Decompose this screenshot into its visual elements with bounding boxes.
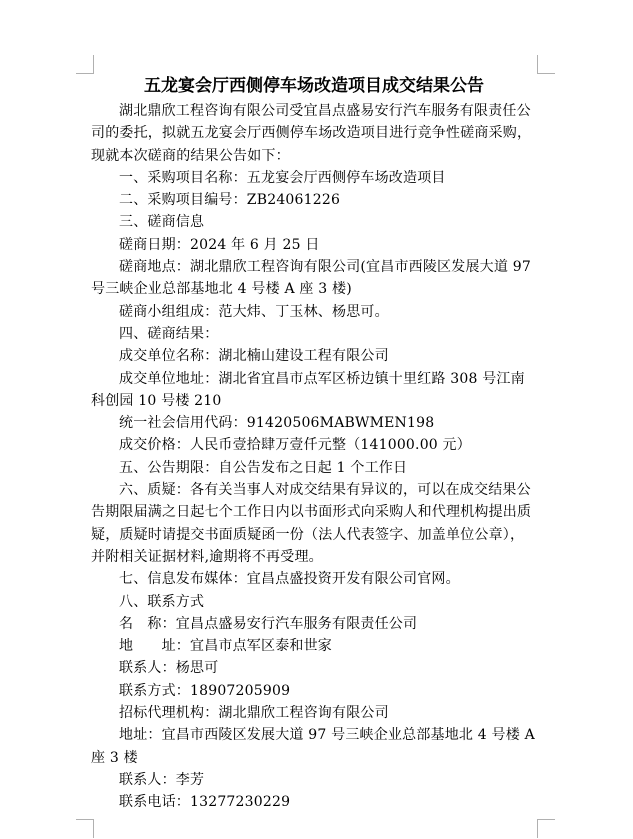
document-paragraph: 地址：宜昌市西陵区发展大道 97 号三峡企业总部基地北 4 号楼 A 座 3 楼 — [91, 727, 535, 766]
margin-crop-mark-top-right — [537, 55, 555, 74]
document-paragraph: 七、信息发布媒体：宜昌点盛投资开发有限公司官网。 — [119, 571, 460, 588]
document-paragraph: 磋商地点：湖北鼎欣工程咨询有限公司(宜昌市西陵区发展大道 97 号三峡企业总部基地北 4 号楼 A 座 3 楼) — [91, 259, 531, 298]
document-paragraph: 招标代理机构：湖北鼎欣工程咨询有限公司 — [119, 705, 389, 722]
document-paragraph: 四、磋商结果： — [119, 325, 219, 342]
document-paragraph: 二、采购项目编号：ZB24061226 — [119, 192, 341, 209]
document-paragraph: 磋商日期：2024 年 6 月 25 日 — [119, 236, 320, 253]
document-title: 五龙宴会厅西侧停车场改造项目成交结果公告 — [144, 76, 484, 96]
document-body — [91, 100, 537, 814]
document-paragraph: 名 称：宜昌点盛易安行汽车服务有限责任公司 — [119, 615, 418, 632]
document-paragraph: 三、磋商信息 — [119, 214, 205, 231]
document-paragraph: 八、联系方式 — [119, 593, 205, 610]
document-paragraph: 六、质疑：各有关当事人对成交结果有异议的，可以在成交结果公告期限届满之日起七个工作日内以书面形式向采购人和代理机构提出质疑，质疑时请提交书面质疑函一份（法人代表签字、加盖单位公章），并附相关证据材料,逾期将不再受理。 — [91, 482, 532, 565]
document-content — [91, 72, 537, 814]
document-paragraph: 磋商小组组成：范大炜、丁玉林、杨思可。 — [119, 303, 389, 320]
document-paragraph: 成交单位名称：湖北楠山建设工程有限公司 — [119, 348, 389, 365]
document-paragraph: 联系人：杨思可 — [119, 660, 219, 677]
document-paragraph: 联系电话：13277230229 — [119, 794, 291, 811]
document-paragraph: 联系人：李芳 — [119, 771, 205, 788]
document-paragraph: 一、采购项目名称：五龙宴会厅西侧停车场改造项目 — [119, 169, 446, 186]
document-paragraph: 五、公告期限：自公告发布之日起 1 个工作日 — [119, 459, 408, 476]
document-paragraph: 联系方式：18907205909 — [119, 682, 291, 699]
margin-crop-mark-bottom-right — [537, 819, 555, 838]
document-paragraph: 成交价格：人民币壹拾肆万壹仟元整（141000.00 元） — [119, 437, 471, 454]
margin-crop-mark-bottom-left — [76, 819, 94, 838]
document-paragraph: 湖北鼎欣工程咨询有限公司受宜昌点盛易安行汽车服务有限责任公司的委托，拟就五龙宴会厅西侧停车场改造项目进行竞争性磋商采购，现就本次磋商的结果公告如下： — [91, 103, 532, 164]
document-paragraph: 成交单位地址：湖北省宜昌市点军区桥边镇十里红路 308 号江南科创园 10 号楼 210 — [91, 370, 525, 409]
document-paragraph: 统一社会信用代码：91420506MABWMEN198 — [119, 415, 435, 432]
document-paragraph: 地 址：宜昌市点军区泰和世家 — [119, 638, 332, 655]
